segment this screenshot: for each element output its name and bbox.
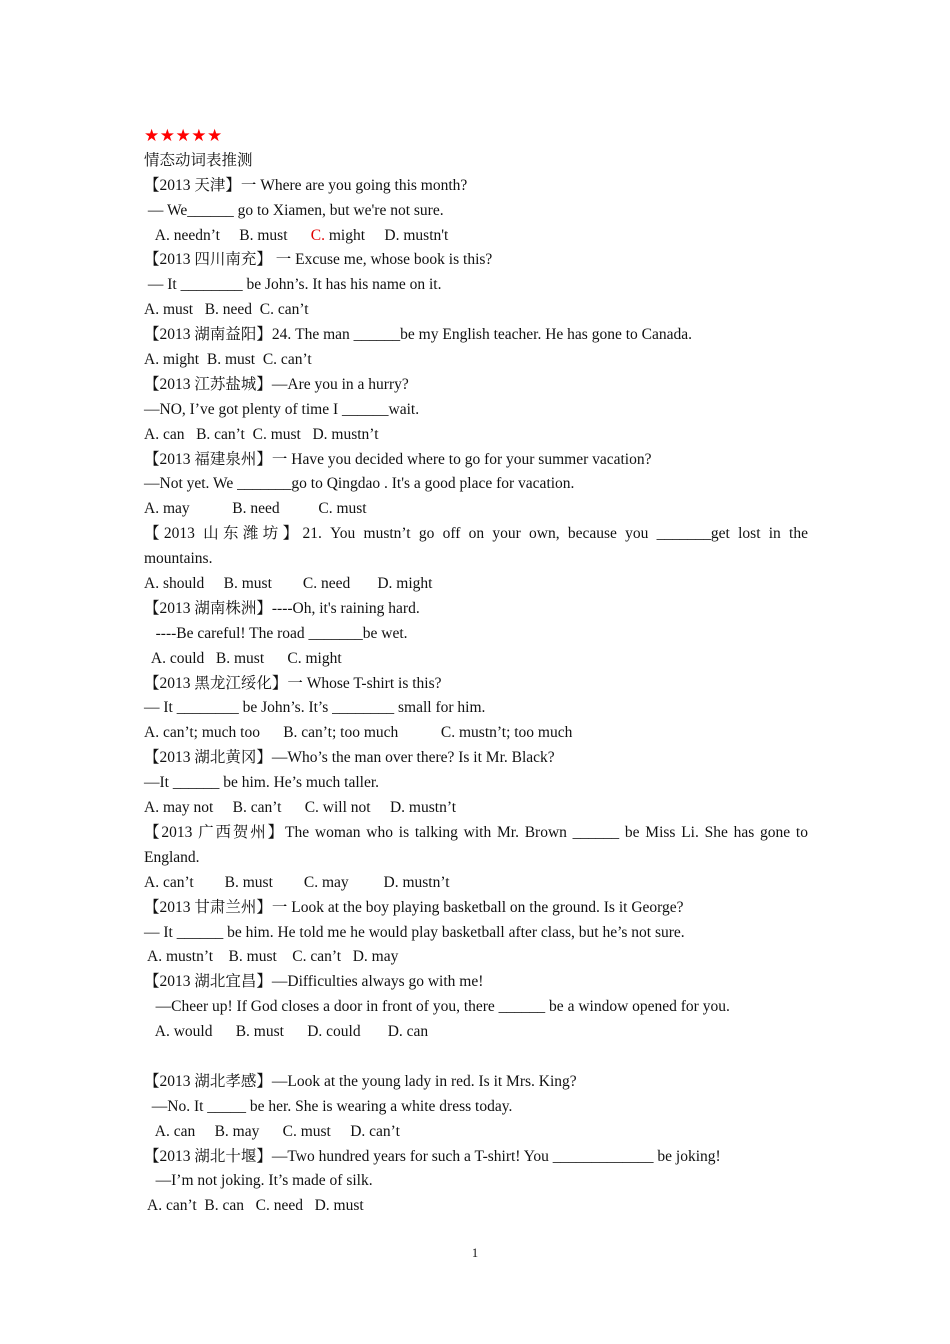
question-5 xyxy=(144,448,808,523)
question-line: 【2013 湖北宜昌】—Difficulties always go with me! xyxy=(144,973,484,991)
page-number: 1 xyxy=(471,1246,479,1260)
question-line: —NO, I’ve got plenty of time I ______wait. xyxy=(144,400,420,418)
question-line: 【2013 天津】一 Where are you going this month? xyxy=(144,176,468,194)
question-line: ----Be careful! The road _______be wet. xyxy=(144,624,408,642)
question-line: 【2013 湖南益阳】24. The man ______be my English teacher. He has gone to Canada. xyxy=(144,326,692,344)
answer-option-marker: C. xyxy=(310,226,325,244)
question-line: mountains. xyxy=(144,550,213,568)
question-11 xyxy=(144,896,808,971)
question-line: — It ________ be John’s. It has his name on it. xyxy=(144,276,442,294)
options-line: A. mustn’t B. must C. can’t D. may xyxy=(144,948,399,966)
question-line: —Cheer up! If God closes a door in front of you, there ______ be a window opened for you. xyxy=(144,998,730,1016)
question-line: 【2013 湖南株洲】----Oh, it's raining hard. xyxy=(144,599,420,617)
question-line: —It ______ be him. He’s much taller. xyxy=(144,774,380,792)
question-2 xyxy=(144,248,808,323)
question-9 xyxy=(144,746,808,821)
question-14 xyxy=(144,1145,808,1220)
document-page xyxy=(144,124,808,1219)
question-line: — It ________ be John’s. It’s ________ small for him. xyxy=(144,699,486,717)
question-line: —Not yet. We _______go to Qingdao . It's a good place for vacation. xyxy=(144,475,575,493)
question-6 xyxy=(144,522,808,597)
options-line: A. could B. must C. might xyxy=(144,649,342,667)
question-12 xyxy=(144,970,808,1045)
question-line: —No. It _____ be her. She is wearing a white dress today. xyxy=(144,1097,513,1115)
option-text: might D. mustn't xyxy=(325,226,449,244)
question-line: 【2013 广西贺州】The woman who is talking with Mr. Brown ______ be Miss Li. She has gone to xyxy=(144,823,808,841)
question-line: 【2013 福建泉州】一 Have you decided where to go for your summer vacation? xyxy=(144,450,652,468)
options-line xyxy=(144,224,808,249)
option-text: A. needn’t B. must xyxy=(144,226,311,244)
question-10 xyxy=(144,821,808,896)
options-line: A. may B. need C. must xyxy=(144,500,367,518)
question-line: 【2013 湖北十堰】—Two hundred years for such a T-shirt! You _____________ be joking! xyxy=(144,1147,721,1165)
question-line: —I’m not joking. It’s made of silk. xyxy=(144,1172,373,1190)
question-7 xyxy=(144,597,808,672)
question-line: 【2013 江苏盐城】—Are you in a hurry? xyxy=(144,375,409,393)
question-4 xyxy=(144,373,808,448)
options-line: A. can B. may C. must D. can’t xyxy=(144,1122,400,1140)
question-line: — It ______ be him. He told me he would play basketball after class, but he’s not sure. xyxy=(144,923,685,941)
question-line: 【2013 黑龙江绥化】一 Whose T-shirt is this? xyxy=(144,674,442,692)
options-line: A. may not B. can’t C. will not D. mustn’t xyxy=(144,799,457,817)
question-line: England. xyxy=(144,848,200,866)
options-line: A. might B. must C. can’t xyxy=(144,351,312,369)
question-3 xyxy=(144,323,808,373)
star-rating: ★★★★★ xyxy=(144,126,223,145)
options-line: A. would B. must D. could D. can xyxy=(144,1023,429,1041)
options-line: A. can’t B. can C. need D. must xyxy=(144,1197,364,1215)
question-line: — We______ go to Xiamen, but we're not sure. xyxy=(144,201,444,219)
blank-line xyxy=(144,1045,808,1070)
question-line: 【2013 湖北孝感】—Look at the young lady in red. Is it Mrs. King? xyxy=(144,1072,577,1090)
options-line: A. can B. can’t C. must D. mustn’t xyxy=(144,425,379,443)
options-line: A. should B. must C. need D. might xyxy=(144,575,433,593)
options-line: A. must B. need C. can’t xyxy=(144,301,309,319)
options-line: A. can’t B. must C. may D. mustn’t xyxy=(144,873,450,891)
question-line: 【2013 甘肃兰州】一 Look at the boy playing basketball on the ground. Is it George? xyxy=(144,898,684,916)
question-line: 【2013 山东潍坊】21. You mustn’t go off on your own, because you _______get lost in the xyxy=(144,525,808,543)
question-13 xyxy=(144,1070,808,1145)
question-1 xyxy=(144,174,808,249)
section-title: 情态动词表推测 xyxy=(144,151,253,169)
question-line: 【2013 四川南充】 一 Excuse me, whose book is this? xyxy=(144,251,493,269)
question-8 xyxy=(144,672,808,747)
question-line: 【2013 湖北黄冈】—Who’s the man over there? Is it Mr. Black? xyxy=(144,749,555,767)
options-line: A. can’t; much too B. can’t; too much C. mustn’t; too much xyxy=(144,724,573,742)
